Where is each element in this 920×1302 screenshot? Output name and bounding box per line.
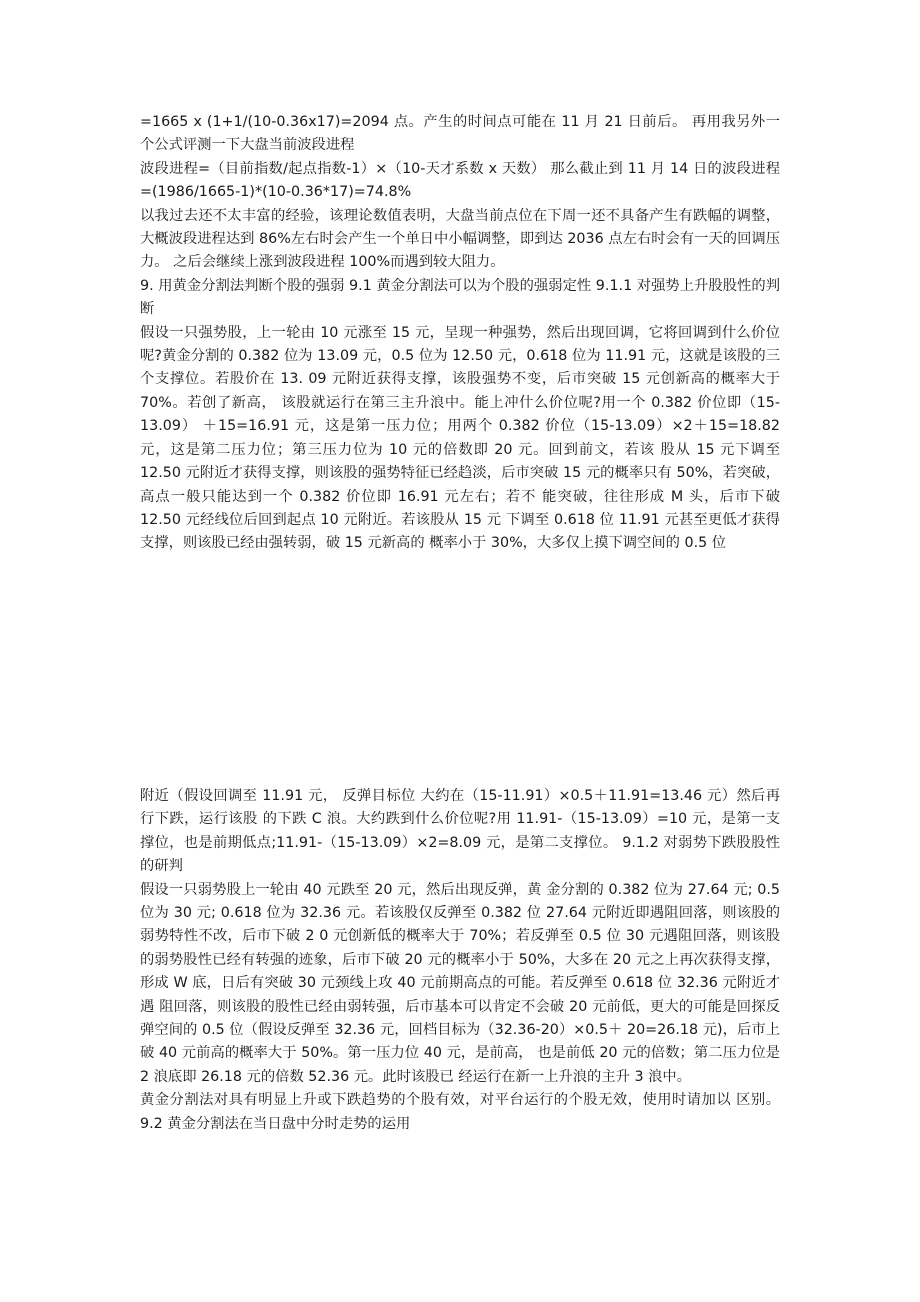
paragraph: 假设一只强势股，上一轮由 10 元涨至 15 元，呈现一种强势，然后出现回调，它将回调到什么价位呢?黄金分割的 0.382 位为 13.09 元，0.5 位为 12.50 元，0.618 位为 11.91 元，这就是该股的三个支撑位。若股价在 13. 09 元附近获得支撑，该股强势不变，后市突破 15 元创新高的概率大于 70%。若创了新高， 该股就运行在第三主升浪中。能上冲什么价位呢?用一个 0.382 价位即（15-13.09） ＋15=16.91 元，这是第一压力位；用两个 0.382 价位（15-13.09）×2＋15=18.82 元，这是第二压力位；第三压力位为 10 元的倍数即 20 元。回到前文，若该 股从 15 元下调至 12.50 元附近才获得支撑，则该股的强势特征已经趋淡，后市突破 15 元的概率只有 50%，若突破，高点一般只能达到一个 0.382 价位即 16.91 元左右；若不 能突破，往往形成 M 头，后市下破 12.50 元经线位后回到起点 10 元附近。若该股从 15 元 下调至 0.618 位 11.91 元甚至更低才获得支撑，则该股已经由强转弱，破 15 元新高的 概率小于 30%，大多仅上摸下调空间的 0.5 位 (140, 324, 780, 552)
paragraph: 黄金分割法对具有明显上升或下跌趋势的个股有效，对平台运行的个股无效，使用时请加以 区别。 9.2 黄金分割法在当日盘中分时走势的运用 (140, 1092, 780, 1132)
section-heading: 9. 用黄金分割法判断个股的强弱 9.1 黄金分割法可以为个股的强弱定性 9.1.1 对强势上升股股性的判断 (140, 277, 780, 318)
paragraph: 波段进程=（目前指数/起点指数-1）×（10-天才系数 x 天数） 那么截止到 11 月 14 日的波段进程=(1986/1665-1)*(10-0.36*17)=74.8% (140, 160, 780, 201)
paragraph: 假设一只弱势股上一轮由 40 元跌至 20 元，然后出现反弹，黄 金分割的 0.382 位为 27.64 元; 0.5 位为 30 元; 0.618 位为 32.36 元。若该股仅反弹至 0.382 位 27.64 元附近即遇阻回落，则该股的弱势特性不改，后市下破 2 0 元创新低的概率大于 70%；若反弹至 0.5 位 30 元遇阻回落，则该股的弱势股性已经有转强的迹象，后市下破 20 元的概率小于 50%，大多在 20 元之上再次获得支撑，形成 W 底，日后有突破 30 元颈线上攻 40 元前期高点的可能。若反弹至 0.618 位 32.36 元附近才遇 阻回落，则该股的股性已经由弱转强，后市基本可以肯定不会破 20 元前低，更大的可能是回探反弹空间的 0.5 位（假设反弹至 32.36 元，回档目标为（32.36-20）×0.5＋ 20=26.18 元)，后市上破 40 元前高的概率大于 50%。第一压力位 40 元，是前高， 也是前低 20 元的倍数；第二压力位是 2 浪底即 26.18 元的倍数 52.36 元。此时该股已 经运行在新一上升浪的主升 3 浪中。 (140, 881, 780, 1085)
text-block-bottom (140, 785, 780, 1136)
text-block-top (140, 111, 780, 556)
paragraph: 以我过去还不太丰富的经验，该理论数值表明，大盘当前点位在下周一还不具备产生有跌幅的调整， 大概波段进程达到 86%左右时会产生一个单日中小幅调整，即到达 2036 点左右时会有一天的回调压力。 之后会继续上涨到波段进程 100%而遇到较大阻力。 (140, 207, 780, 271)
paragraph: 附近（假设回调至 11.91 元， 反弹目标位 大约在（15-11.91）×0.5＋11.91=13.46 元）然后再行下跌，运行该股 的下跌 C 浪。大约跌到什么价位呢?用 11.91-（15-13.09）=10 元，是第一支 撑位，也是前期低点;11.91-（15-13.09）×2=8.09 元，是第二支撑位。 9.1.2 对弱势下跌股股性的研判 (140, 788, 780, 875)
paragraph: =1665 x (1+1/(10-0.36x17)=2094 点。产生的时间点可能在 11 月 21 日前后。 再用我另外一个公式评测一下大盘当前波段进程 (140, 114, 780, 154)
